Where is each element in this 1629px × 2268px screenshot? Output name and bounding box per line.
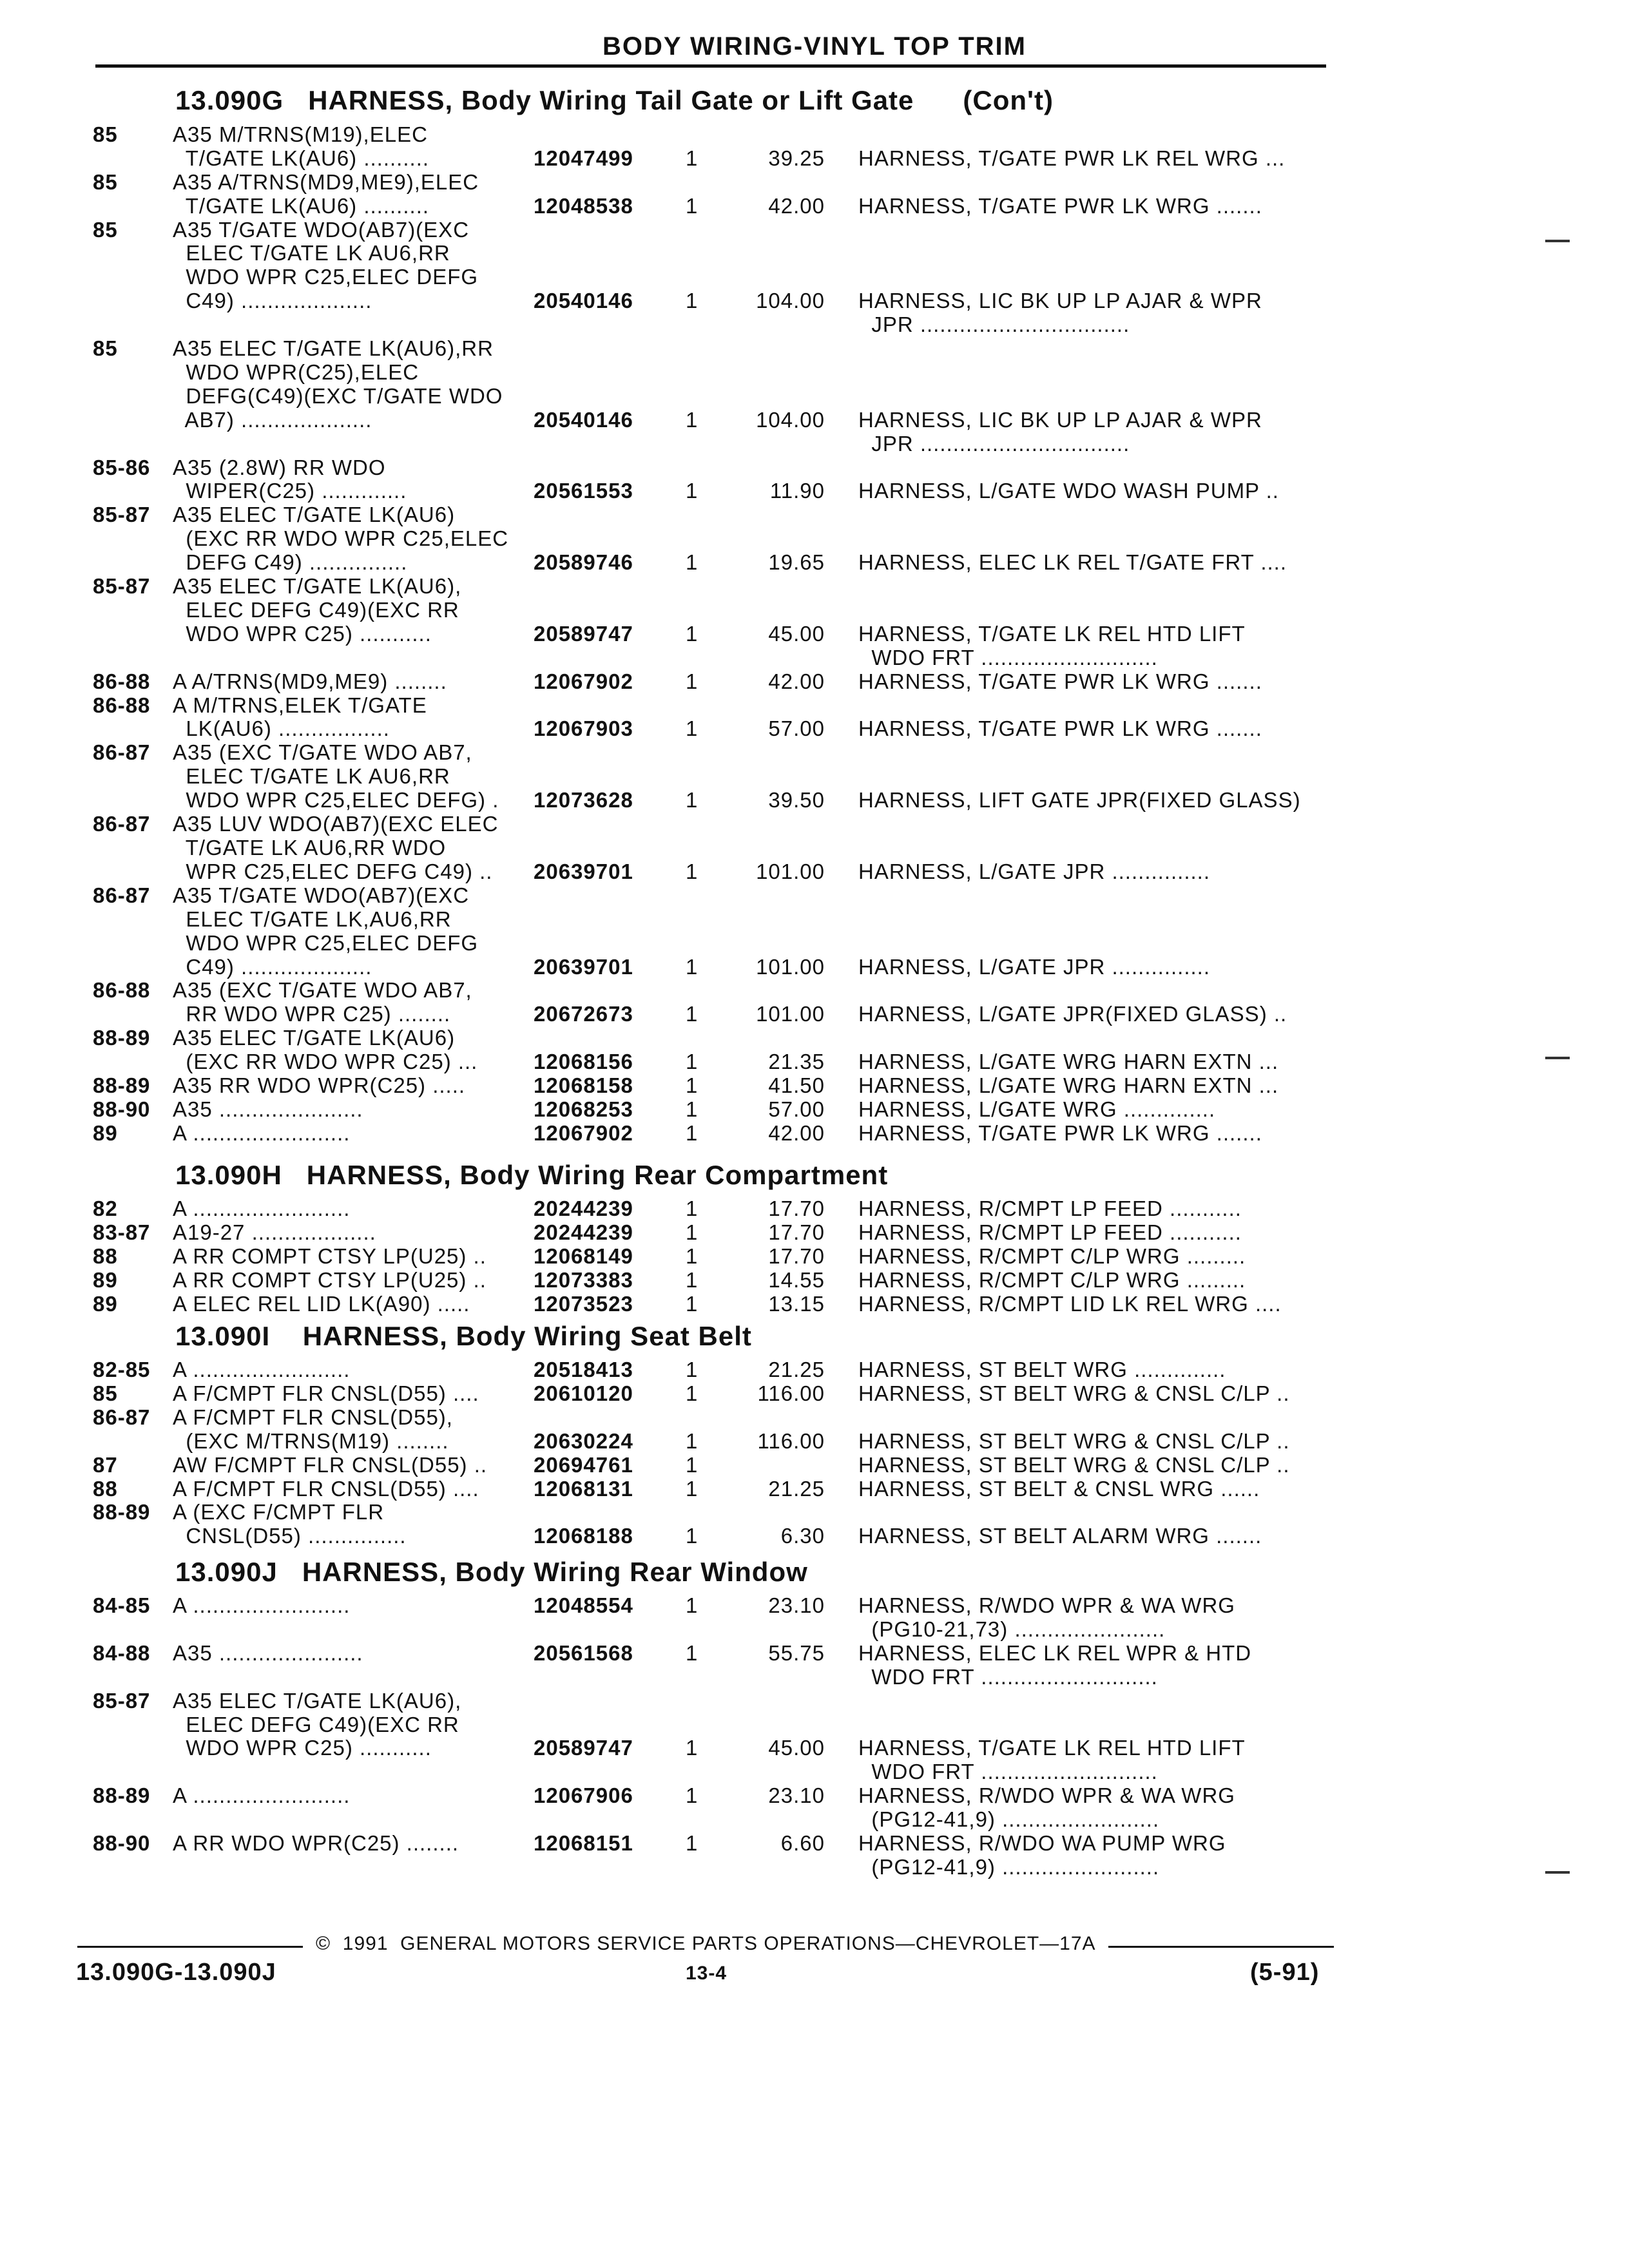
price: 42.00 <box>768 194 825 218</box>
quantity: 1 <box>686 716 699 740</box>
part-number: 20589747 <box>534 1736 633 1760</box>
price: 116.00 <box>757 1429 825 1453</box>
price: 57.00 <box>768 1097 825 1121</box>
part-number: 20540146 <box>534 289 633 312</box>
model-year: 88 <box>93 1244 118 1268</box>
part-description: ELEC T/GATE LK AU6,RR <box>173 764 450 788</box>
part-description: A ELEC REL LID LK(A90) ..... <box>173 1292 470 1316</box>
quantity: 1 <box>686 860 699 883</box>
part-number: 12067902 <box>534 669 633 693</box>
part-name: HARNESS, L/GATE WRG HARN EXTN ... <box>858 1050 1279 1073</box>
section-title: 13.090G HARNESS, Body Wiring Tail Gate or Lift Gate (Con't) <box>175 85 1054 115</box>
part-description: WDO WPR C25,ELEC DEFG) . <box>173 788 499 812</box>
part-number: 12048554 <box>534 1593 633 1617</box>
part-description: A35 T/GATE WDO(AB7)(EXC <box>173 218 470 242</box>
model-year: 86-87 <box>93 883 151 907</box>
section-title: 13.090I HARNESS, Body Wiring Seat Belt <box>175 1321 752 1351</box>
part-description: T/GATE LK(AU6) .......... <box>173 146 430 170</box>
quantity: 1 <box>686 669 699 693</box>
part-name: HARNESS, ST BELT WRG .............. <box>858 1358 1226 1381</box>
part-name: HARNESS, T/GATE PWR LK WRG ....... <box>858 716 1262 740</box>
part-name: HARNESS, T/GATE LK REL HTD LIFT <box>858 622 1246 646</box>
quantity: 1 <box>686 479 699 503</box>
model-year: 88-89 <box>93 1783 151 1807</box>
part-description: WDO WPR C25,ELEC DEFG <box>173 265 479 289</box>
part-name: HARNESS, R/WDO WA PUMP WRG <box>858 1831 1226 1855</box>
model-year: 85-87 <box>93 574 151 598</box>
model-year: 87 <box>93 1453 118 1477</box>
model-year: 85-86 <box>93 456 151 479</box>
price: 39.25 <box>768 146 825 170</box>
part-number: 12068158 <box>534 1073 633 1097</box>
part-description: C49) .................... <box>173 955 372 979</box>
model-year: 86-88 <box>93 978 151 1002</box>
price: 21.35 <box>768 1050 825 1073</box>
part-description: A35 ...................... <box>173 1097 363 1121</box>
model-year: 85-87 <box>93 503 151 526</box>
quantity: 1 <box>686 1358 699 1381</box>
part-description: A (EXC F/CMPT FLR <box>173 1500 385 1524</box>
part-description: A F/CMPT FLR CNSL(D55), <box>173 1405 453 1429</box>
model-year: 85-87 <box>93 1689 151 1713</box>
part-number: 12067903 <box>534 716 633 740</box>
part-name: HARNESS, R/CMPT LP FEED ........... <box>858 1196 1242 1220</box>
part-name: HARNESS, L/GATE WDO WASH PUMP .. <box>858 479 1279 503</box>
part-number: 12068188 <box>534 1524 633 1548</box>
part-number: 12073383 <box>534 1268 633 1292</box>
part-description: ELEC DEFG C49)(EXC RR <box>173 598 459 622</box>
price: 21.25 <box>768 1358 825 1381</box>
part-name: HARNESS, R/WDO WPR & WA WRG <box>858 1593 1235 1617</box>
quantity: 1 <box>686 550 699 574</box>
part-description: A RR WDO WPR(C25) ........ <box>173 1831 459 1855</box>
price: 101.00 <box>756 860 825 883</box>
price: 55.75 <box>768 1641 825 1665</box>
model-year: 86-87 <box>93 740 151 764</box>
part-description: WPR C25,ELEC DEFG C49) .. <box>173 860 493 883</box>
price: 17.70 <box>768 1196 825 1220</box>
margin-mark <box>1545 1057 1570 1059</box>
part-name: HARNESS, ST BELT WRG & CNSL C/LP .. <box>858 1381 1290 1405</box>
footer-page-number: 13-4 <box>686 1963 728 1984</box>
part-name: (PG12-41,9) ........................ <box>858 1807 1160 1831</box>
section-title: 13.090H HARNESS, Body Wiring Rear Compartment <box>175 1160 889 1190</box>
price: 101.00 <box>756 1002 825 1026</box>
part-description: A35 ELEC T/GATE LK(AU6), <box>173 574 462 598</box>
price: 101.00 <box>756 955 825 979</box>
part-description: A35 (2.8W) RR WDO <box>173 456 386 479</box>
part-number: 12073628 <box>534 788 633 812</box>
quantity: 1 <box>686 1244 699 1268</box>
model-year: 88-89 <box>93 1500 151 1524</box>
quantity: 1 <box>686 1429 699 1453</box>
part-description: T/GATE LK AU6,RR WDO <box>173 836 447 860</box>
model-year: 89 <box>93 1268 118 1292</box>
model-year: 88-90 <box>93 1831 151 1855</box>
margin-mark <box>1545 1871 1570 1874</box>
part-number: 20639701 <box>534 860 633 883</box>
part-description: DEFG C49) ............... <box>173 550 408 574</box>
model-year: 82-85 <box>93 1358 151 1381</box>
part-name: WDO FRT ........................... <box>858 1665 1158 1689</box>
part-name: HARNESS, L/GATE JPR(FIXED GLASS) .. <box>858 1002 1287 1026</box>
part-description: A F/CMPT FLR CNSL(D55) .... <box>173 1381 479 1405</box>
part-name: HARNESS, R/CMPT LID LK REL WRG .... <box>858 1292 1282 1316</box>
quantity: 1 <box>686 1097 699 1121</box>
model-year: 89 <box>93 1292 118 1316</box>
part-description: C49) .................... <box>173 289 372 312</box>
part-number: 12068253 <box>534 1097 633 1121</box>
part-description: A35 LUV WDO(AB7)(EXC ELEC <box>173 812 499 836</box>
quantity: 1 <box>686 1220 699 1244</box>
part-description: WDO WPR C25) ........... <box>173 1736 432 1760</box>
part-name: JPR ................................ <box>858 312 1130 336</box>
part-number: 12073523 <box>534 1292 633 1316</box>
part-description: A ........................ <box>173 1358 351 1381</box>
price: 6.60 <box>780 1831 825 1855</box>
part-description: A M/TRNS,ELEK T/GATE <box>173 693 427 717</box>
model-year: 84-88 <box>93 1641 151 1665</box>
part-description: A ........................ <box>173 1196 351 1220</box>
quantity: 1 <box>686 788 699 812</box>
part-description: A ........................ <box>173 1593 351 1617</box>
quantity: 1 <box>686 1641 699 1665</box>
quantity: 1 <box>686 194 699 218</box>
model-year: 85 <box>93 1381 118 1405</box>
part-description: A35 (EXC T/GATE WDO AB7, <box>173 978 472 1002</box>
part-description: AB7) .................... <box>173 408 372 432</box>
part-number: 20672673 <box>534 1002 633 1026</box>
part-number: 20561568 <box>534 1641 633 1665</box>
part-name: HARNESS, ELEC LK REL WPR & HTD <box>858 1641 1252 1665</box>
quantity: 1 <box>686 622 699 646</box>
model-year: 85 <box>93 218 118 242</box>
price: 57.00 <box>768 716 825 740</box>
part-description: LK(AU6) ................. <box>173 716 390 740</box>
part-number: 12068131 <box>534 1477 633 1501</box>
part-description: ELEC DEFG C49)(EXC RR <box>173 1713 459 1736</box>
price: 104.00 <box>756 408 825 432</box>
model-year: 85 <box>93 122 118 146</box>
part-description: CNSL(D55) ............... <box>173 1524 407 1548</box>
part-number: 20244239 <box>534 1220 633 1244</box>
part-description: A ........................ <box>173 1121 351 1145</box>
part-description: A RR COMPT CTSY LP(U25) .. <box>173 1244 487 1268</box>
part-name: HARNESS, R/WDO WPR & WA WRG <box>858 1783 1235 1807</box>
part-name: HARNESS, ELEC LK REL T/GATE FRT .... <box>858 550 1287 574</box>
quantity: 1 <box>686 1477 699 1501</box>
quantity: 1 <box>686 146 699 170</box>
price: 42.00 <box>768 1121 825 1145</box>
model-year: 89 <box>93 1121 118 1145</box>
footer-rule-right <box>1108 1946 1334 1948</box>
part-description: A35 A/TRNS(MD9,ME9),ELEC <box>173 170 479 194</box>
part-description: A ........................ <box>173 1783 351 1807</box>
price: 42.00 <box>768 669 825 693</box>
part-name: HARNESS, R/CMPT LP FEED ........... <box>858 1220 1242 1244</box>
footer-section-range: 13.090G-13.090J <box>76 1959 276 1986</box>
price: 11.90 <box>769 479 825 503</box>
footer-rule-left <box>77 1946 303 1948</box>
part-description: ELEC T/GATE LK,AU6,RR <box>173 907 452 931</box>
model-year: 88-90 <box>93 1097 151 1121</box>
part-number: 20639701 <box>534 955 633 979</box>
part-number: 20630224 <box>534 1429 633 1453</box>
quantity: 1 <box>686 1593 699 1617</box>
quantity: 1 <box>686 1381 699 1405</box>
part-description: AW F/CMPT FLR CNSL(D55) .. <box>173 1453 488 1477</box>
model-year: 83-87 <box>93 1220 151 1244</box>
model-year: 86-87 <box>93 1405 151 1429</box>
part-description: A35 T/GATE WDO(AB7)(EXC <box>173 883 470 907</box>
margin-mark <box>1545 240 1570 242</box>
part-description: (EXC RR WDO WPR C25) ... <box>173 1050 478 1073</box>
part-description: A35 M/TRNS(M19),ELEC <box>173 122 428 146</box>
part-name: HARNESS, T/GATE PWR LK WRG ....... <box>858 1121 1262 1145</box>
part-description: A35 (EXC T/GATE WDO AB7, <box>173 740 472 764</box>
part-number: 20518413 <box>534 1358 633 1381</box>
part-name: HARNESS, L/GATE JPR ............... <box>858 860 1211 883</box>
price: 45.00 <box>768 622 825 646</box>
quantity: 1 <box>686 1196 699 1220</box>
part-description: RR WDO WPR C25) ........ <box>173 1002 451 1026</box>
part-name: HARNESS, R/CMPT C/LP WRG ......... <box>858 1244 1246 1268</box>
part-description: A35 RR WDO WPR(C25) ..... <box>173 1073 466 1097</box>
part-description: A35 ELEC T/GATE LK(AU6),RR <box>173 336 494 360</box>
part-description: A F/CMPT FLR CNSL(D55) .... <box>173 1477 479 1501</box>
price: 14.55 <box>768 1268 825 1292</box>
model-year: 82 <box>93 1196 118 1220</box>
part-description: WDO WPR C25) ........... <box>173 622 432 646</box>
part-number: 20540146 <box>534 408 633 432</box>
part-description: A19-27 ................... <box>173 1220 376 1244</box>
price: 23.10 <box>768 1593 825 1617</box>
quantity: 1 <box>686 1783 699 1807</box>
quantity: 1 <box>686 1453 699 1477</box>
part-number: 12047499 <box>534 146 633 170</box>
header-rule <box>95 64 1326 68</box>
quantity: 1 <box>686 408 699 432</box>
part-description: A35 ELEC T/GATE LK(AU6), <box>173 1689 462 1713</box>
part-name: (PG12-41,9) ........................ <box>858 1855 1160 1879</box>
quantity: 1 <box>686 955 699 979</box>
part-description: WIPER(C25) ............. <box>173 479 407 503</box>
part-number: 20589746 <box>534 550 633 574</box>
part-description: ELEC T/GATE LK AU6,RR <box>173 241 450 265</box>
part-description: A A/TRNS(MD9,ME9) ........ <box>173 669 447 693</box>
quantity: 1 <box>686 1292 699 1316</box>
part-number: 12068151 <box>534 1831 633 1855</box>
price: 23.10 <box>768 1783 825 1807</box>
part-number: 20561553 <box>534 479 633 503</box>
price: 116.00 <box>757 1381 825 1405</box>
part-description: (EXC RR WDO WPR C25,ELEC <box>173 526 509 550</box>
part-name: JPR ................................ <box>858 432 1130 456</box>
part-name: HARNESS, T/GATE PWR LK REL WRG ... <box>858 146 1286 170</box>
part-description: A35 ELEC T/GATE LK(AU6) <box>173 503 456 526</box>
price: 104.00 <box>756 289 825 312</box>
price: 6.30 <box>780 1524 825 1548</box>
part-description: (EXC M/TRNS(M19) ........ <box>173 1429 449 1453</box>
section-title: 13.090J HARNESS, Body Wiring Rear Window <box>175 1557 808 1587</box>
price: 17.70 <box>768 1220 825 1244</box>
price: 41.50 <box>768 1073 825 1097</box>
part-name: HARNESS, L/GATE WRG HARN EXTN ... <box>858 1073 1279 1097</box>
model-year: 86-87 <box>93 812 151 836</box>
footer-date: (5-91) <box>1250 1959 1320 1986</box>
price: 45.00 <box>768 1736 825 1760</box>
footer-copyright: © 1991 GENERAL MOTORS SERVICE PARTS OPERATIONS—CHEVROLET—17A <box>316 1933 1096 1954</box>
part-name: HARNESS, T/GATE LK REL HTD LIFT <box>858 1736 1246 1760</box>
part-name: HARNESS, L/GATE JPR ............... <box>858 955 1211 979</box>
part-number: 12068156 <box>534 1050 633 1073</box>
part-number: 12048538 <box>534 194 633 218</box>
part-number: 12068149 <box>534 1244 633 1268</box>
model-year: 88-89 <box>93 1026 151 1050</box>
part-name: HARNESS, T/GATE PWR LK WRG ....... <box>858 194 1262 218</box>
part-name: HARNESS, ST BELT & CNSL WRG ...... <box>858 1477 1260 1501</box>
part-name: HARNESS, R/CMPT C/LP WRG ......... <box>858 1268 1246 1292</box>
part-name: HARNESS, T/GATE PWR LK WRG ....... <box>858 669 1262 693</box>
part-name: HARNESS, ST BELT ALARM WRG ....... <box>858 1524 1262 1548</box>
quantity: 1 <box>686 1121 699 1145</box>
part-name: HARNESS, LIFT GATE JPR(FIXED GLASS) <box>858 788 1301 812</box>
quantity: 1 <box>686 1073 699 1097</box>
part-number: 12067902 <box>534 1121 633 1145</box>
part-number: 20610120 <box>534 1381 633 1405</box>
part-description: T/GATE LK(AU6) .......... <box>173 194 430 218</box>
part-number: 20694761 <box>534 1453 633 1477</box>
page-title: BODY WIRING-VINYL TOP TRIM <box>602 32 1027 61</box>
part-description: A35 ...................... <box>173 1641 363 1665</box>
price: 39.50 <box>768 788 825 812</box>
part-number: 20589747 <box>534 622 633 646</box>
model-year: 88 <box>93 1477 118 1501</box>
quantity: 1 <box>686 1268 699 1292</box>
part-description: WDO WPR C25,ELEC DEFG <box>173 931 479 955</box>
price: 17.70 <box>768 1244 825 1268</box>
part-number: 12067906 <box>534 1783 633 1807</box>
part-name: WDO FRT ........................... <box>858 1760 1158 1783</box>
part-name: HARNESS, L/GATE WRG .............. <box>858 1097 1216 1121</box>
price: 21.25 <box>768 1477 825 1501</box>
quantity: 1 <box>686 1831 699 1855</box>
price: 19.65 <box>768 550 825 574</box>
model-year: 84-85 <box>93 1593 151 1617</box>
part-name: HARNESS, ST BELT WRG & CNSL C/LP .. <box>858 1429 1290 1453</box>
model-year: 86-88 <box>93 669 151 693</box>
price: 13.15 <box>768 1292 825 1316</box>
part-name: (PG10-21,73) ....................... <box>858 1617 1166 1641</box>
part-name: HARNESS, ST BELT WRG & CNSL C/LP .. <box>858 1453 1290 1477</box>
quantity: 1 <box>686 289 699 312</box>
model-year: 88-89 <box>93 1073 151 1097</box>
model-year: 85 <box>93 336 118 360</box>
quantity: 1 <box>686 1736 699 1760</box>
model-year: 86-88 <box>93 693 151 717</box>
part-name: HARNESS, LIC BK UP LP AJAR & WPR <box>858 289 1262 312</box>
part-name: HARNESS, LIC BK UP LP AJAR & WPR <box>858 408 1262 432</box>
quantity: 1 <box>686 1050 699 1073</box>
part-description: A35 ELEC T/GATE LK(AU6) <box>173 1026 456 1050</box>
part-name: WDO FRT ........................... <box>858 646 1158 669</box>
quantity: 1 <box>686 1524 699 1548</box>
quantity: 1 <box>686 1002 699 1026</box>
part-description: A RR COMPT CTSY LP(U25) .. <box>173 1268 487 1292</box>
model-year: 85 <box>93 170 118 194</box>
part-description: DEFG(C49)(EXC T/GATE WDO <box>173 384 503 408</box>
part-number: 20244239 <box>534 1196 633 1220</box>
part-description: WDO WPR(C25),ELEC <box>173 360 419 384</box>
